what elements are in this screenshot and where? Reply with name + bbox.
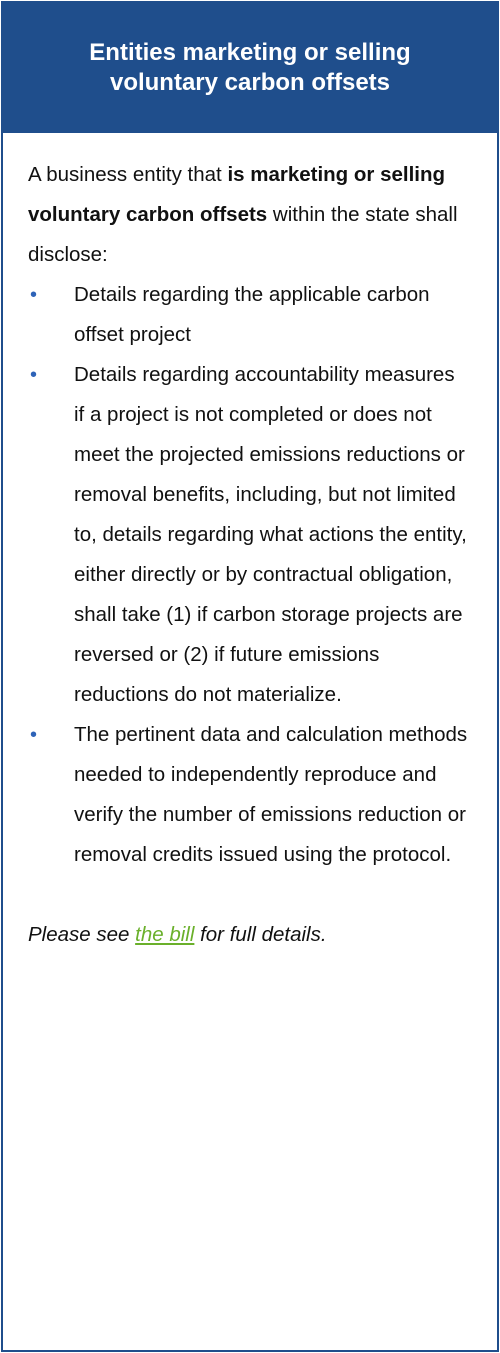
list-item-text: Details regarding the applicable carbon offset project [74, 283, 430, 346]
list-item [28, 275, 469, 355]
disclosure-list [28, 275, 469, 875]
intro-emphasis: is marketing or selling voluntary carbon offsets [28, 163, 446, 226]
bullet-icon: • [30, 284, 38, 306]
footnote-prefix: Please see [28, 923, 136, 946]
intro-prefix: A business entity that [28, 163, 228, 186]
panel-title: Entities marketing or selling voluntary carbon offsets [89, 39, 411, 96]
panel-header [3, 3, 497, 133]
intro-paragraph [28, 155, 469, 275]
intro-suffix: within the state shall disclose: [28, 203, 458, 266]
info-panel [1, 1, 499, 1352]
bill-link[interactable]: the bill [135, 923, 195, 946]
footnote [28, 915, 469, 955]
bullet-icon: • [30, 364, 38, 386]
list-item-text: Details regarding accountability measures if a project is not completed or does not meet the projected emissions reductions or removal benefits, including, but not limited to, details regarding what actions the entity, either directly or by contractual obligation, shall take (1) if carbon storage projects are reversed or (2) if future emissions reductions do not materialize. [74, 363, 467, 706]
list-item [28, 715, 469, 875]
footnote-suffix: for full details. [194, 923, 327, 946]
list-item-text: The pertinent data and calculation methods needed to independently reproduce and verify the number of emissions reduction or removal credits issued using the protocol. [74, 723, 468, 866]
panel-body [3, 133, 497, 955]
list-item [28, 355, 469, 715]
bullet-icon: • [30, 724, 38, 746]
